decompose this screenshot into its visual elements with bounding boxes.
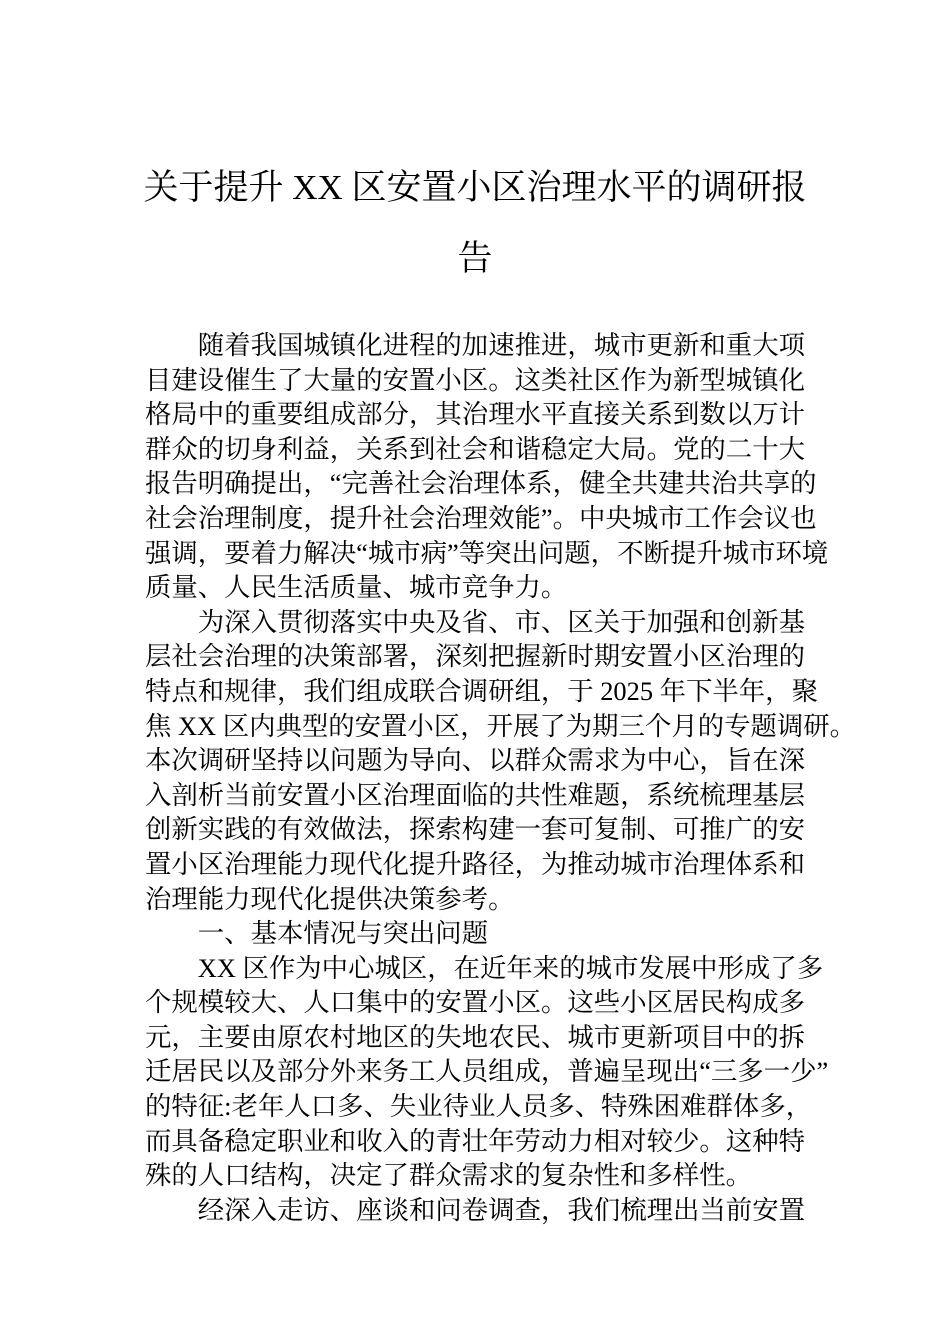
document-body [145,328,857,1227]
body-line: 而具备稳定职业和收入的青壮年劳动力相对较少。这种特 [145,1125,805,1156]
body-line: 层社会治理的决策部署，深刻把握新时期安置小区治理的 [145,641,805,672]
body-line: 经深入走访、座谈和问卷调查，我们梳理出当前安置 [197,1194,805,1225]
section-heading-text: 一、基本情况与突出问题 [197,918,489,949]
body-line: 创新实践的有效做法，探索构建一套可复制、可推广的安 [145,814,805,845]
body-line: 群众的切身利益，关系到社会和谐稳定大局。党的二十大 [145,433,805,464]
body-line: 殊的人口结构，决定了群众需求的复杂性和多样性。 [145,1160,752,1191]
body-line: 入剖析当前安置小区治理面临的共性难题，系统梳理基层 [145,779,805,810]
body-line: 迁居民以及部分外来务工人员组成，普遍呈现出“三多一少” [145,1056,829,1087]
body-line: 格局中的重要组成部分，其治理水平直接关系到数以万计 [145,399,805,430]
body-line: 置小区治理能力现代化提升路径，为推动城市治理体系和 [145,848,805,879]
body-line: XX 区作为中心城区，在近年来的城市发展中形成了多 [197,952,824,983]
title-line: 关于提升 XX 区安置小区治理水平的调研报 [143,168,807,207]
body-line: 为深入贯彻落实中央及省、市、区关于加强和创新基 [197,606,805,637]
paragraph-intro-2 [145,605,857,916]
body-line: 社会治理制度，提升社会治理效能”。中央城市工作会议也 [145,502,817,533]
paragraph-section-1-2 [145,1193,805,1228]
paragraph-intro-1 [145,328,829,605]
title-line: 告 [457,239,493,278]
body-line: 本次调研坚持以问题为导向、以群众需求为中心，旨在深 [145,745,805,776]
section-heading [145,916,805,951]
body-line: 元，主要由原农村地区的失地农民、城市更新项目中的拆 [145,1021,805,1052]
body-line: 报告明确提出，“完善社会治理体系，健全共建共治共享的 [145,468,817,499]
paragraph-section-1-1 [145,951,829,1193]
body-line: 焦 XX 区内典型的安置小区，开展了为期三个月的专题调研。 [145,710,857,741]
body-line: 个规模较大、人口集中的安置小区。这些小区居民构成多 [145,987,805,1018]
body-line: 治理能力现代化提供决策参考。 [145,883,515,914]
body-line: 随着我国城镇化进程的加速推进，城市更新和重大项 [197,330,805,360]
body-line: 质量、人民生活质量、城市竞争力。 [145,572,568,603]
body-line: 的特征:老年人口多、失业待业人员多、特殊困难群体多， [145,1091,813,1122]
document-title [0,152,950,294]
body-line: 强调，要着力解决“城市病”等突出问题，不断提升城市环境 [145,537,829,568]
body-line: 目建设催生了大量的安置小区。这类社区作为新型城镇化 [145,364,805,395]
body-line: 特点和规律，我们组成联合调研组，于 2025 年下半年，聚 [145,675,818,706]
